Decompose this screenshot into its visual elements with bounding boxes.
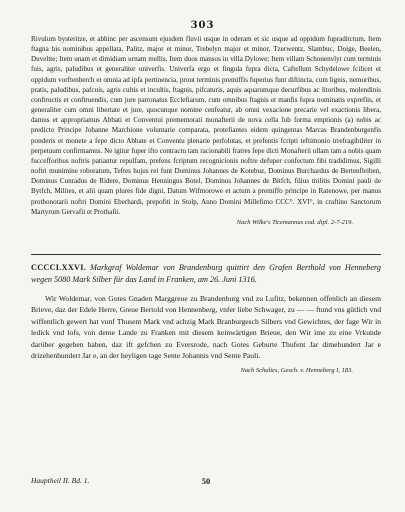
upper-source-citation: Nach Wilke's Ticemannus cod. dipl. 2-7-219. xyxy=(236,218,353,226)
document-title: Markgraf Woldemar von Brandenburg quittirt den Grafen Berthold von Henneberg wegen 5080 Mark Silber für das Land in Franken, am 26. Juni 1316. xyxy=(31,263,382,284)
page-number: 303 xyxy=(190,20,215,31)
footer-page-number: 50 xyxy=(201,476,211,486)
upper-paragraph: Rivulum bysteritze, et abhinc per ascensum ejusdem fluvii usque in oderam et sic usque ad oppidum fupraditctum, Item ftagna his nominibus appellata, Palitz, major et minor, Trebelyn major et minor, Tzerwentz, Slambuc, Doige, Beelen, Duveltte; Item unam et dimidiam urnam mellis, Item duos mansos in villa Dylowe; Item villam Schonenvlyt cum terminis fuis, agris, paludibus et generaliter univerfis. Univerfa ergo et fingula fupra dicta, Caftellum Schydelowe fcilicet et oppidum vorftenberch et omnia ad ipfa pertinencia, prout terminis premiffis fuperius funt diftincta, cum lignis, nemoribus, pratis, paludibus, pafcuis, agris cultis et incultis, ftagnis, pifcaturis, aquis aquarumque decurfibus ac litoribus, molendinis conftructis et conftruendis, cum jure patronatus Ecclefiarum, cum omnibus ftagnis et manfis fupra nominatis exprefiis, et generaliter cum omni libertate et jure, quocunque nomine cenfeatur, ab omni vexacione precarie vel exactionis libera, damus et appropriamus Abbati et Conventui prememorati monafterii de nova cella fub forma emptionis (a) nobis ac predicto Principe Johanne Marchione voluntarie comparata, protefiantes eidem quingentas Marcas Brandenburgenfis ponderis et monete a fepe dicto Abbate et Conventu plenarie perfolutas, et prefentis fcripti teftimonio irrefragibiliter in perpetuum confirmamus. Ne igitur fuper ifto contractu tam racionabili fratres fepe dicti Monafterii ullam tam a nobis quam fuccefforibus noftris patiantur repulfam, prefens fcriptum recognicionis noftre defuper confectum fibi tradidimus, Sigilli noftri munimine roboratum, Teftes hujus rei funt Dominus Johannes de Kotebuz, Dominus Burchardus de Bertenfleiben, Dominus Cunradus de Ridere, Dominus Henningus Botel, Dominus Johannes de Bitfch, filius militis Domini pauli de Bytfch, Milites, et alii quam plures fide digni, Datum Wifmorowe et actum a premiffo principe in Ratenowe, per manus prothonotarii noftri Domini Eberhardi, prepofiti in Stolp, Anno Domini Millefimo CCC°. XVI°, in craftino Sanctorum Martyrum Gervafii et Prothafii. xyxy=(31,35,381,216)
document-text: Wir Woldemar, von Gotes Gnaden Marggreue zu Brandenburg vnd zu Lufitz, bekennen offenlich an diesem Brieve, daz der Edele Herre, Greue Bertold von Hennenberg, vnfer liebe Schwager, zu — — ftund vns gütlich vnd wiffentlich gewert hat vunf Thusent Mark vnd achzig Mark Branburgesch Silbers vnd Gewichtes, der fage Wir in ledick vnd lofs, von deme Lande zu Franken mit diesem keinwärtigen Brieue, den Wir ime zu eine Vrkunde darüber gegeben haben, daz ift gefchen zu Eversrode, nach Gotes Geburte Thufent Jar dimehundert Jar e drizehenhundert Jar e, an der heyligen tage Sente Johannis vnd Sente Pauli. xyxy=(31,294,381,361)
section-divider xyxy=(31,254,381,255)
document-body xyxy=(31,293,381,377)
document-number: CCCCLXXVI. xyxy=(31,263,87,272)
footer-volume: Hauptheil II. Bd. 1. xyxy=(31,476,90,485)
upper-section xyxy=(31,34,381,228)
document-heading xyxy=(31,262,381,286)
document-source-citation: Nach Schultes, Gesch. v. Henneberg I, 183. xyxy=(240,367,353,375)
